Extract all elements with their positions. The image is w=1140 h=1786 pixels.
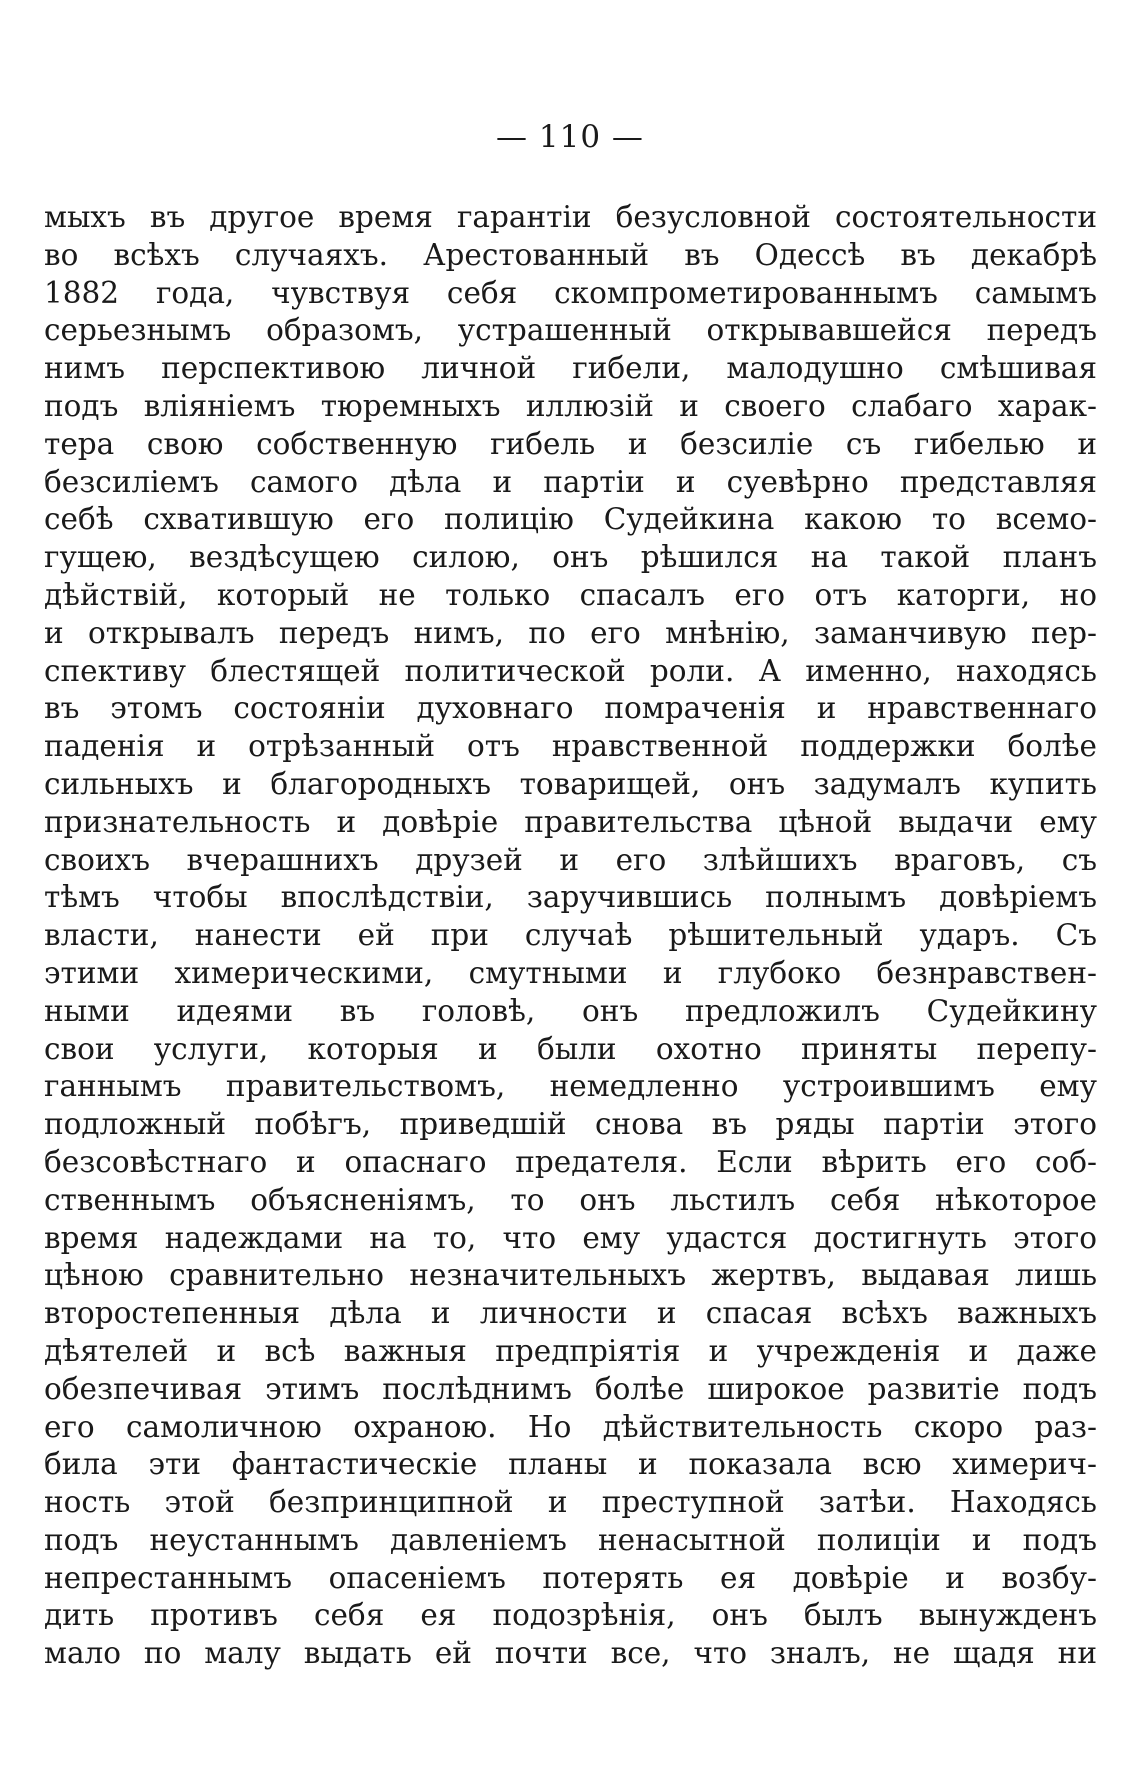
text-line: сильныхъ и благородныхъ товарищей, онъ задумалъ купить — [44, 766, 1097, 801]
text-line: ственнымъ объясненіямъ, то онъ льстилъ себя нѣкоторое — [44, 1182, 1097, 1217]
text-line: признательность и довѣріе правительства цѣной выдачи ему — [44, 804, 1097, 839]
text-line: время надеждами на то, что ему удастся достигнуть этого — [44, 1220, 1097, 1255]
text-line: мыхъ въ другое время гарантіи безусловной состоятельности — [44, 200, 1097, 234]
text-line: въ этомъ состояніи духовнаго помраченія и нравственнаго — [44, 691, 1097, 726]
text-line: власти, нанести ей при случаѣ рѣшительный ударъ. Съ — [44, 918, 1097, 953]
text-line: подложный побѣгъ, приведшій снова въ ряды партіи этого — [44, 1107, 1097, 1142]
text-line: непрестаннымъ опасеніемъ потерять ея довѣріе и возбу- — [44, 1560, 1097, 1595]
text-line: дѣйствій, который не только спасалъ его отъ каторги, но — [44, 577, 1097, 612]
text-line: этими химерическими, смутными и глубоко безнравствен- — [44, 955, 1097, 990]
text-line: мало по малу выдать ей почти все, что зналъ, не щадя ни — [44, 1636, 1097, 1671]
text-line: ность этой безпринципной и преступной затѣи. Находясь — [44, 1485, 1097, 1520]
text-line: себѣ схватившую его полицію Судейкина какою то всемо- — [44, 502, 1097, 537]
page-number: — 110 — — [496, 119, 644, 155]
text-line: свои услуги, которыя и были охотно приняты перепу- — [44, 1031, 1097, 1066]
text-line: подъ вліяніемъ тюремныхъ иллюзій и своего слабаго харак- — [44, 388, 1097, 423]
text-line: подъ неустаннымъ давленіемъ ненасытной полиціи и подъ — [44, 1522, 1097, 1557]
text-line: 1882 года, чувствуя себя скомпрометированнымъ самымъ — [44, 275, 1097, 310]
text-line: ганнымъ правительствомъ, немедленно устроившимъ ему — [44, 1069, 1097, 1104]
text-line: во всѣхъ случаяхъ. Арестованный въ Одессѣ въ декабрѣ — [44, 237, 1097, 272]
text-line: дѣятелей и всѣ важныя предпріятія и учрежденія и даже — [44, 1333, 1097, 1368]
text-line: тера свою собственную гибель и безсиліе съ гибелью и — [44, 426, 1097, 461]
text-line: своихъ вчерашнихъ друзей и его злѣйшихъ враговъ, съ — [44, 842, 1097, 877]
text-line: и открывалъ передъ нимъ, по его мнѣнію, заманчивую пер- — [44, 615, 1097, 650]
text-line: безсовѣстнаго и опаснаго предателя. Если вѣрить его соб- — [44, 1144, 1097, 1179]
text-line: безсиліемъ самого дѣла и партіи и суевѣрно представляя — [44, 464, 1097, 499]
text-line: нимъ перспективою личной гибели, малодушно смѣшивая — [44, 351, 1097, 386]
body-text — [44, 199, 1097, 1673]
text-line: спективу блестящей политической роли. А именно, находясь — [44, 653, 1097, 688]
text-line: ными идеями въ головѣ, онъ предложилъ Судейкину — [44, 993, 1097, 1028]
text-line: цѣною сравнительно незначительныхъ жертвъ, выдавая лишь — [44, 1258, 1097, 1293]
text-line: его самоличною охраною. Но дѣйствительность скоро раз- — [44, 1409, 1097, 1444]
text-line: серьезнымъ образомъ, устрашенный открывавшейся передъ — [44, 313, 1097, 348]
text-line: тѣмъ чтобы впослѣдствіи, заручившись полнымъ довѣріемъ — [44, 880, 1097, 915]
text-line: второстепенныя дѣла и личности и спасая всѣхъ важныхъ — [44, 1296, 1097, 1331]
text-line: гущею, вездѣсущею силою, онъ рѣшился на такой планъ — [44, 540, 1097, 575]
text-line: дить противъ себя ея подозрѣнія, онъ былъ вынужденъ — [44, 1598, 1097, 1633]
text-line: била эти фантастическіе планы и показала всю химерич- — [44, 1447, 1097, 1482]
text-line: паденія и отрѣзанный отъ нравственной поддержки болѣе — [44, 729, 1097, 764]
text-line: обезпечивая этимъ послѣднимъ болѣе широкое развитіе подъ — [44, 1371, 1097, 1406]
